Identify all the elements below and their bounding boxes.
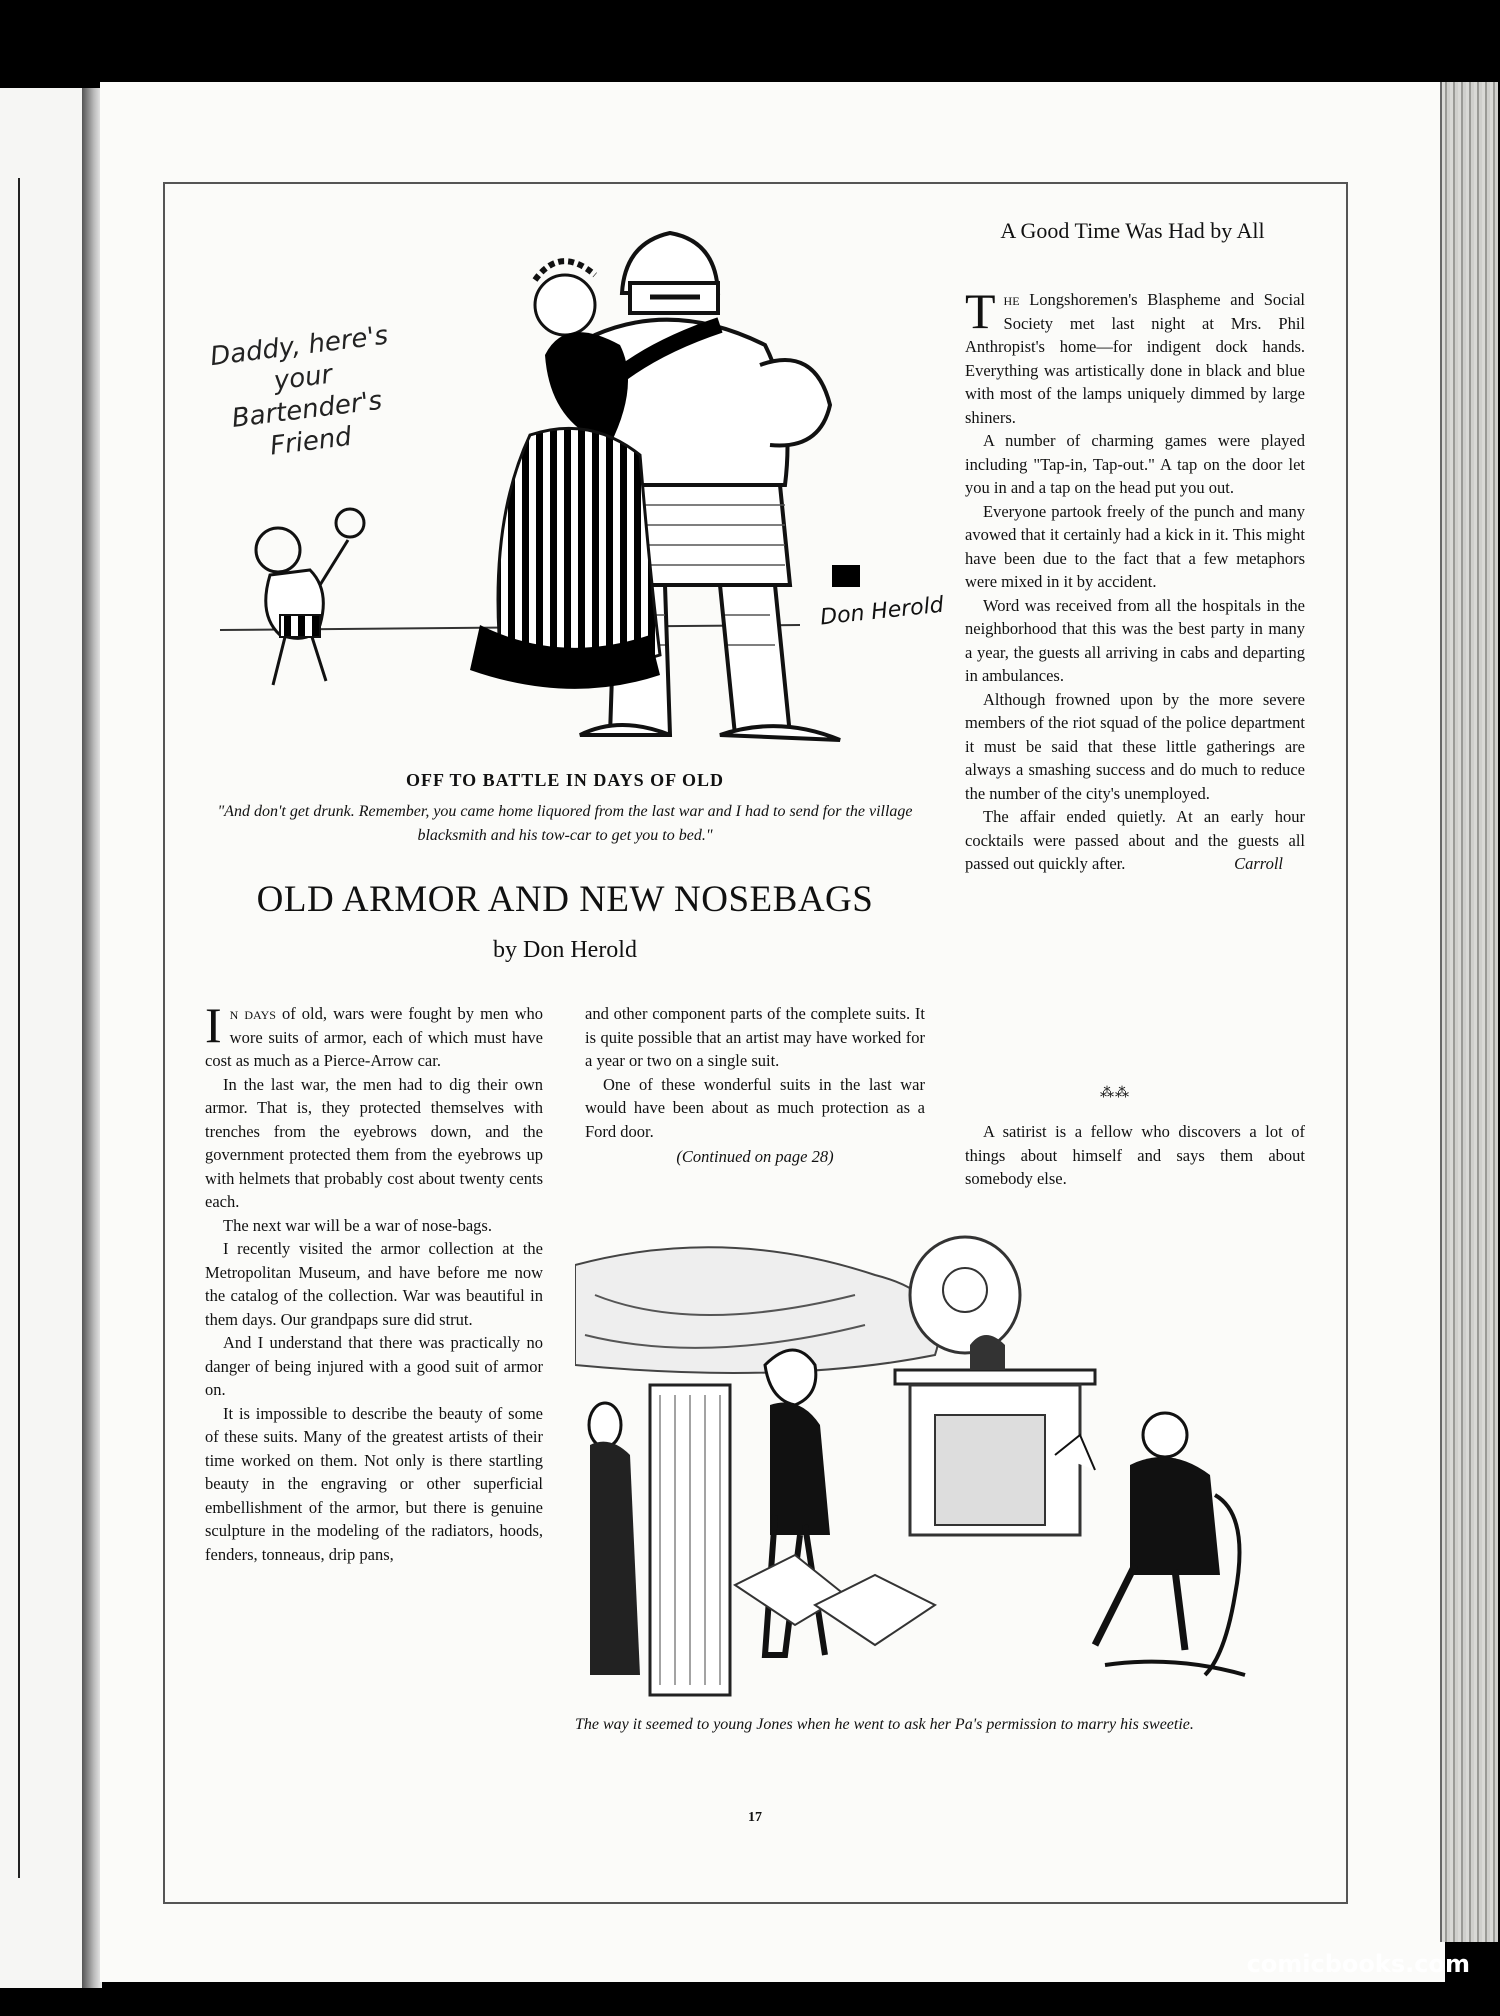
- drop-cap: I: [205, 997, 222, 1053]
- sidebar-paragraph: Word was received from all the hospitals in the neighborhood that this was the best party in many a year, the guests all arriving in cabs and departing in ambulances.: [965, 595, 1305, 685]
- site-watermark: comicbooks.com: [1246, 1950, 1470, 1978]
- sidebar-paragraph: [965, 805, 1305, 876]
- article-paragraph: In the last war, the men had to dig their own armor. That is, they protected themselves with trenches from the eyebrows down, and the government protected them from the eyebrows up with helmets that probably cost about twenty cents each.: [205, 1074, 543, 1211]
- article-paragraph: The next war will be a war of nose-bags.: [223, 1215, 492, 1235]
- article-paragraph: [205, 997, 543, 1073]
- artist-signature: Don Herold: [818, 592, 945, 631]
- speech-handwriting: Daddy, here's your Bartender's Friend: [208, 320, 390, 462]
- facing-page-rule: [0, 178, 20, 1878]
- cartoon-caption-quote: "And don't get drunk. Remember, you came home liquored from the last war and I had to send for the village blacksmith and his tow-car to get you to bed.": [217, 803, 913, 844]
- book-gutter: [82, 88, 102, 1988]
- sidebar-paragraph: Everyone partook freely of the punch and many avowed that it certainly had a kick in it. This might have been due to the fact that a few metaphors were mixed in it by accident.: [965, 501, 1305, 591]
- drop-cap: T: [965, 283, 996, 339]
- article-paragraph: One of these wonderful suits in the last war would have been about as much protection as a Ford door.: [585, 1074, 925, 1141]
- paragraph-text: of old, wars were fought by men who wore suits of armor, each of which must have cost as much as a Pierce-Arrow car.: [205, 1004, 543, 1070]
- satirist-quip: [965, 1120, 1305, 1191]
- article-byline: by Don Herold: [493, 937, 637, 963]
- page-stack-edge: [1440, 82, 1498, 1942]
- article-paragraph: And I understand that there was practically no danger of being injured with a good suit of armor on.: [205, 1333, 543, 1399]
- facing-page-edge: [0, 88, 90, 1988]
- article-paragraph: and other component parts of the complete suits. It is quite possible that an artist may have worked for a year or two on a single suit.: [585, 1004, 925, 1070]
- sidebar-title: A Good Time Was Had by All: [1000, 218, 1265, 243]
- sidebar-paragraph: [965, 283, 1305, 429]
- sidebar-column: [965, 283, 1305, 876]
- lead-smallcaps: n days: [229, 1004, 276, 1023]
- jones-cartoon-illustration: [575, 1235, 1300, 1705]
- article-paragraph: I recently visited the armor collection at the Metropolitan Museum, and have before me now the catalog of the collection. War was beautiful in them days. Our grandpaps sure did strut.: [205, 1239, 543, 1329]
- page-number: 17: [748, 1810, 762, 1825]
- sidebar-paragraph: A number of charming games were played including "Tap-in, Tap-out." A tap on the door let you in and a tap on the head put you out.: [965, 431, 1305, 497]
- article-column-1: [205, 997, 543, 1566]
- paragraph-text: Longshoremen's Blaspheme and Social Society met last night at Mrs. Phil Anthropist's home—for indigent dock hands. Everything was artistically done in black and blue with most of the lamps uniquely dimmed by large shiners.: [965, 290, 1305, 427]
- sidebar-signature: Carroll: [1234, 854, 1283, 873]
- continued-note: (Continued on page 28): [676, 1147, 834, 1166]
- article-headline: OLD ARMOR AND NEW NOSEBAGS: [256, 879, 874, 920]
- cartoon-caption-title: OFF TO BATTLE IN DAYS OF OLD: [405, 770, 725, 790]
- bottom-cartoon-caption: The way it seemed to young Jones when he went to ask her Pa's permission to marry his sweetie.: [575, 1716, 1194, 1733]
- lead-smallcaps: he: [1003, 290, 1020, 309]
- article-column-2: [585, 1002, 925, 1169]
- knight-cartoon-illustration: [200, 215, 940, 770]
- paragraph-text: The affair ended quietly. At an early hour cocktails were passed about and the guests all passed out quickly after.: [965, 807, 1305, 873]
- sidebar-paragraph: Although frowned upon by the more severe members of the riot squad of the police department it must be said that these little gatherings are always a smashing success and do much to reduce the number of the city's unemployed.: [965, 689, 1305, 803]
- article-paragraph: It is impossible to describe the beauty of some of these suits. Many of the greatest artists of their time worked on them. Not only is there startling beauty in the engraving or other superficial embellishment of the armor, but there is genuine sculpture in the modeling of the radiators, hoods, fenders, tonneaus, drip pans,: [205, 1403, 543, 1564]
- quip-paragraph: A satirist is a fellow who discovers a lot of things about himself and says them about somebody else.: [965, 1122, 1305, 1188]
- section-separator: ⁂⁂: [1100, 1086, 1130, 1101]
